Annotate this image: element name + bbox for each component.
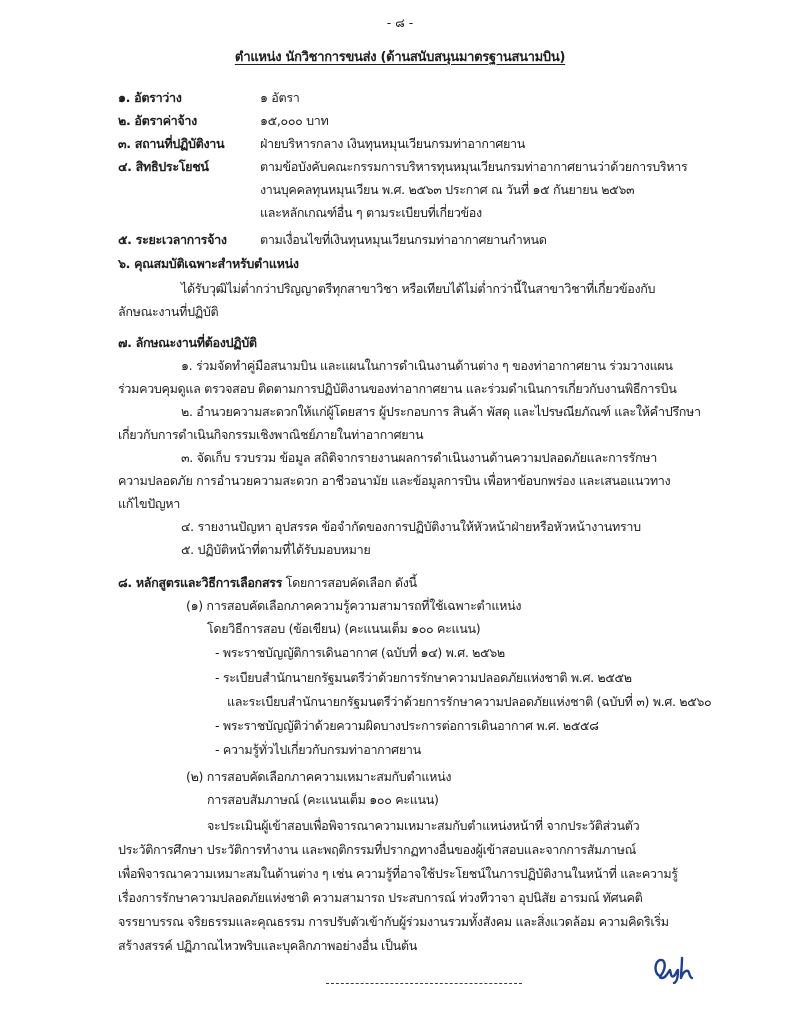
section-heading-qualifications: ๖. คุณสมบัติเฉพาะสำหรับตำแหน่ง — [118, 256, 299, 271]
detail-value-benefits-line: ตามข้อบังคับคณะกรรมการบริหารทุนหมุนเวียนกรมท่าอากาศยานว่าด้วยการบริหาร — [260, 159, 688, 174]
selection-heading-bold: ๘. หลักสูตรและวิธีการเลือกสรร — [118, 575, 283, 590]
detail-label-wage: ๒. อัตราค่าจ้าง — [118, 113, 197, 128]
exam-topic: - พระราชบัญญัติการเดินอากาศ (ฉบับที่ ๑๔) พ.ศ. ๒๕๖๒ — [215, 645, 505, 660]
detail-label-duration: ๕. ระยะเวลาการจ้าง — [118, 232, 227, 247]
detail-value-wage: ๑๕,๐๐๐ บาท — [260, 113, 329, 128]
detail-value-benefits-line: และหลักเกณฑ์อื่น ๆ ตามระเบียบที่เกี่ยวข้อง — [260, 205, 482, 220]
qualifications-line: ลักษณะงานที่ปฏิบัติ — [118, 304, 219, 319]
exam-topic: - พระราชบัญญัติว่าด้วยความผิดบางประการต่อการเดินอากาศ พ.ศ. ๒๕๕๘ — [215, 718, 599, 733]
signature-initials — [652, 954, 696, 988]
selection-part2-title: (๒) การสอบคัดเลือกภาคความเหมาะสมกับตำแหน่ง — [186, 769, 452, 784]
detail-value-vacancy: ๑ อัตรา — [260, 90, 300, 105]
duty-line: ๓. จัดเก็บ รวบรวม ข้อมูล สถิติจากรายงานผลการดำเนินงานด้านความปลอดภัยและการรักษา — [181, 450, 657, 465]
duty-line: ๒. อำนวยความสะดวกให้แก่ผู้โดยสาร ผู้ประกอบการ สินค้า พัสดุ และไปรษณียภัณฑ์ และให้คำปรึกษา — [181, 404, 701, 419]
selection-part1-title: (๑) การสอบคัดเลือกภาคความรู้ความสามารถที่ใช้เฉพาะตำแหน่ง — [186, 598, 522, 613]
interview-line: เรื่องการรักษาความปลอดภัยแห่งชาติ ความสามารถ ประสบการณ์ ท่วงทีวาจา อุปนิสัย อารมณ์ ทัศนคติ — [118, 890, 643, 905]
interview-line: จะประเมินผู้เข้าสอบเพื่อพิจารณาความเหมาะสมกับตำแหน่งหน้าที่ จากประวัติส่วนตัว — [207, 818, 640, 833]
duty-line: ร่วมควบคุมดูแล ตรวจสอบ ติดตามการปฏิบัติงานของท่าอากาศยาน และร่วมดำเนินการเกี่ยวกับงานพิธีการบิน — [118, 381, 677, 396]
interview-line: ประวัติการศึกษา ประวัติการทำงาน และพฤติกรรมที่ปรากฏทางอื่นของผู้เข้าสอบและจากการสัมภาษณ์ — [118, 842, 636, 857]
duty-line: ๔. รายงานปัญหา อุปสรรค ข้อจำกัดของการปฏิบัติงานให้หัวหน้าฝ่ายหรือหัวหน้างานทราบ — [181, 519, 641, 534]
interview-line: เพื่อพิจารณาความเหมาะสมในด้านต่าง ๆ เช่น ความรู้ที่อาจใช้ประโยชน์ในการปฏิบัติงานในหน้าที่ และความรู้ — [118, 866, 678, 881]
section-heading-duties: ๗. ลักษณะงานที่ต้องปฏิบัติ — [118, 335, 257, 350]
duty-line: ความปลอดภัย การอำนวยความสะดวก อาชีวอนามัย และข้อมูลการบิน เพื่อหาข้อบกพร่อง และเสนอแนวทาง — [118, 473, 671, 488]
selection-part1-method: โดยวิธีการสอบ (ข้อเขียน) (คะแนนเต็ม ๑๐๐ คะแนน) — [207, 621, 481, 636]
interview-line: สร้างสรรค์ ปฏิภาณไหวพริบและบุคลิกภาพอย่างอื่น เป็นต้น — [118, 938, 417, 953]
duty-line: ๕. ปฏิบัติหน้าที่ตามที่ได้รับมอบหมาย — [181, 542, 371, 557]
selection-part2-method: การสอบสัมภาษณ์ (คะแนนเต็ม ๑๐๐ คะแนน) — [207, 792, 439, 807]
detail-label-vacancy: ๑. อัตราว่าง — [118, 90, 182, 105]
duty-line: เกี่ยวกับการดำเนินกิจกรรมเชิงพาณิชย์ภายในท่าอากาศยาน — [118, 427, 424, 442]
section-heading-selection — [118, 573, 417, 593]
selection-heading-rest: โดยการสอบคัดเลือก ดังนี้ — [285, 575, 417, 590]
duty-line: ๑. ร่วมจัดทำคู่มือสนามบิน และแผนในการดำเนินงานด้านต่าง ๆ ของท่าอากาศยาน ร่วมวางแผน — [181, 358, 673, 373]
interview-line: จรรยาบรรณ จริยธรรมและคุณธรรม การปรับตัวเข้ากับผู้ร่วมงานรวมทั้งสังคม และสิ่งแวดล้อม ความคิดริเริ่ม — [118, 914, 669, 929]
detail-label-benefits: ๔. สิทธิประโยชน์ — [118, 159, 209, 174]
end-of-page-divider — [326, 983, 522, 984]
exam-topic: - ระเบียบสำนักนายกรัฐมนตรีว่าด้วยการรักษาความปลอดภัยแห่งชาติ พ.ศ. ๒๕๕๒ — [215, 670, 632, 685]
detail-value-benefits-line: งานบุคคลทุนหมุนเวียน พ.ศ. ๒๕๖๓ ประกาศ ณ วันที่ ๑๕ กันยายน ๒๕๖๓ — [260, 182, 635, 197]
duty-line: แก้ไขปัญหา — [118, 496, 180, 511]
page-title: ตำแหน่ง นักวิชาการขนส่ง (ด้านสนับสนุนมาตรฐานสนามบิน) — [234, 50, 566, 65]
detail-label-workplace: ๓. สถานที่ปฏิบัติงาน — [118, 136, 225, 151]
detail-value-workplace: ฝ่ายบริหารกลาง เงินทุนหมุนเวียนกรมท่าอากาศยาน — [260, 136, 525, 151]
exam-topic-continuation: และระเบียบสำนักนายกรัฐมนตรีว่าด้วยการรักษาความปลอดภัยแห่งชาติ (ฉบับที่ ๓) พ.ศ. ๒๕๖๐ — [227, 694, 712, 709]
exam-topic: - ความรู้ทั่วไปเกี่ยวกับกรมท่าอากาศยาน — [215, 742, 421, 757]
qualifications-line: ได้รับวุฒิไม่ต่ำกว่าปริญญาตรีทุกสาขาวิชา หรือเทียบได้ไม่ต่ำกว่านี้ในสาขาวิชาที่เกี่ยวข้องกับ — [181, 281, 656, 296]
detail-value-duration: ตามเงื่อนไขที่เงินทุนหมุนเวียนกรมท่าอากาศยานกำหนด — [260, 232, 547, 247]
page-number: - ๘ - — [386, 15, 414, 30]
